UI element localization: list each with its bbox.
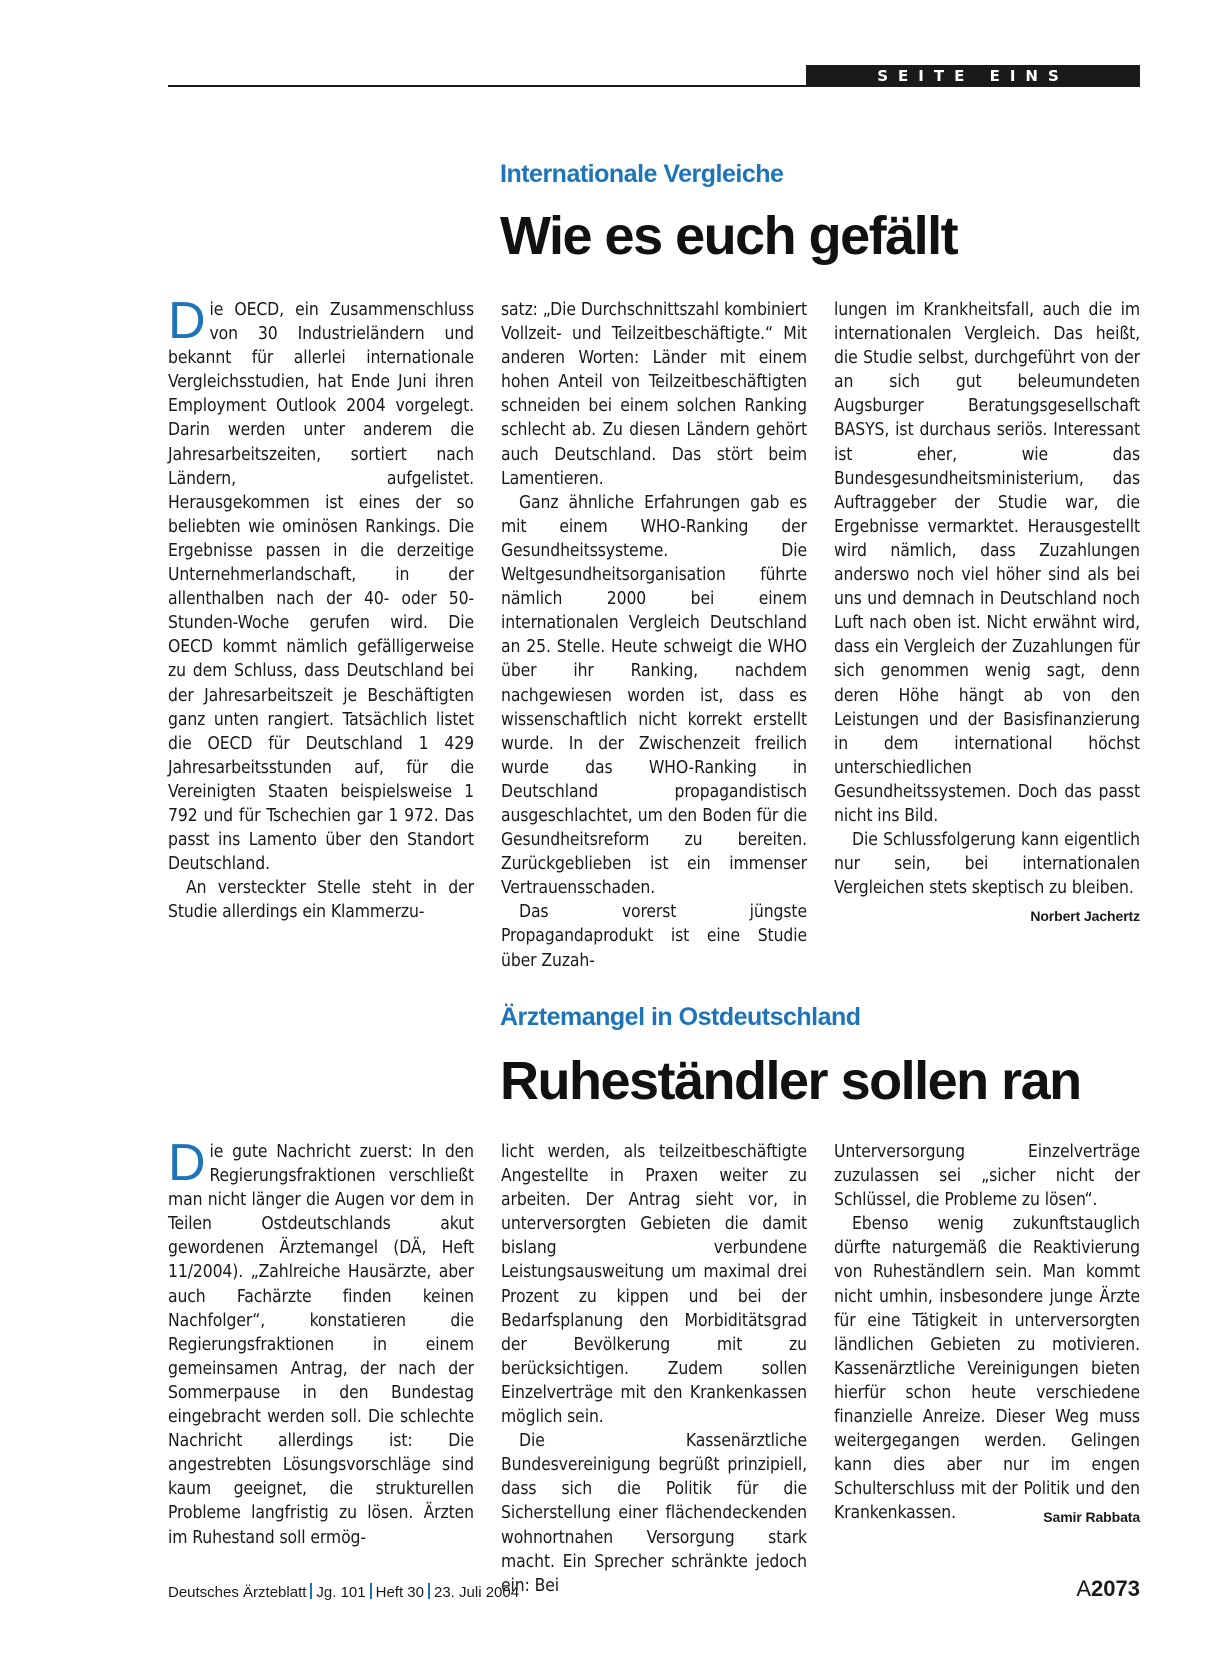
article1-column-2	[501, 298, 807, 973]
page-number	[1076, 1576, 1140, 1602]
volume: Jg. 101	[316, 1584, 366, 1601]
article2-paragraph: Die Kassenärztliche Bundesvereinigung begrüßt prinzipiell, dass sich die Politik für die Sicherstellung einer flächendeckenden wohnortnahen Versorgung stark macht. Ein Sprecher schränkte jedoch ein: Bei	[501, 1431, 807, 1596]
article2-author: Samir Rabbata	[1043, 1509, 1140, 1526]
article2-dropcap: D	[168, 1134, 206, 1192]
page-prefix: A	[1076, 1576, 1092, 1601]
article2-paragraph: Die gute Nachricht zuerst: In den Regierungsfraktionen verschließt man nicht länger die Augen vor dem in Teilen Ostdeutschlands akut gewordenen Ärztemangel (DÄ, Heft 11/2004). „Zahlreiche Hausärzte, aber auch Fachärzte finden keinen Nachfolger“, konstatieren die Regierungsfraktionen in einem gemeinsamen Antrag, der nach der Sommerpause in den Bundestag eingebracht werden soll. Die schlechte Nachricht allerdings ist: Die angestrebten Lösungsvorschläge sind kaum geeignet, die strukturellen Probleme langfristig zu lösen. Ärzten im Ruhestand soll ermög-	[168, 1134, 474, 1548]
footer-citation	[168, 1583, 519, 1601]
article1-title: Wie es euch gefällt	[500, 206, 958, 266]
article1-kicker: Internationale Vergleiche	[500, 160, 784, 188]
section-badge: SEITE EINS	[806, 65, 1140, 87]
article2-title: Ruheständler sollen ran	[500, 1051, 1081, 1111]
article2-column-1	[168, 1134, 474, 1550]
article2-paragraph: Ebenso wenig zukunftstauglich dürfte naturgemäß die Reaktivierung von Ruheständlern sein. Man kommt nicht umhin, insbesondere junge Ärzte für eine Tätigkeit in unterversorgten ländlichen Gebieten zu motivieren. Kassenärztliche Vereinigungen bieten hierfür schon heute verschiedene finanzielle Anreize. Dieser Weg muss weitergegangen werden. Gelingen kann dies aber nur im engen Schulterschluss mit der Politik und den Krankenkassen. Samir Rabbata	[834, 1212, 1140, 1525]
article1-paragraph: Das vorerst jüngste Propagandaprodukt ist eine Studie über Zuzah-	[501, 902, 807, 971]
article1-paragraph: satz: „Die Durchschnittszahl kombiniert Vollzeit- und Teilzeitbeschäftigte.“ Mit anderen Worten: Länder mit einem hohen Anteil von Teilzeitbeschäftigten schneiden bei einem solchen Ranking schlecht ab. Zu diesen Ländern gehört auch Deutschland. Das stört beim Lamentieren.	[501, 300, 807, 489]
page-number-value: 2073	[1091, 1576, 1140, 1601]
article1-paragraph: Die OECD, ein Zusammenschluss von 30 Industrieländern und bekannt für allerlei internationale Vergleichsstudien, hat Ende Juni ihren Employment Outlook 2004 vorgelegt. Darin werden unter anderem die Jahresarbeitszeiten, sortiert nach Ländern, aufgelistet. Herausgekommen ist eines der so beliebten wie ominösen Rankings. Die Ergebnisse passen in die derzeitige Unternehmerlandschaft, in der allenthalben nach der 40- oder 50-Stunden-Woche gerufen wird. Die OECD kommt nämlich gefälligerweise zu dem Schluss, dass Deutschland bei der Jahresarbeitszeit je Beschäftigten ganz unten rangiert. Tatsächlich listet die OECD für Deutschland 1 429 Jahresarbeitsstunden auf, für die Vereinigten Staaten beispielsweise 1 792 und für Tschechien gar 1 972. Das passt ins Lamento über den Standort Deutschland.	[168, 292, 474, 875]
article2-column-2	[501, 1140, 807, 1598]
article1-column-3	[834, 298, 1140, 928]
article2-column-3	[834, 1140, 1140, 1530]
footer-separator	[370, 1583, 372, 1599]
article1-paragraph: Ganz ähnliche Erfahrungen gab es mit einem WHO-Ranking der Gesundheitssysteme. Die Weltgesundheitsorganisation führte nämlich 2000 bei einem internationalen Vergleich Deutschland an 25. Stelle. Heute schweigt die WHO über ihr Ranking, nachdem nachgewiesen worden ist, dass es wissenschaftlich nicht korrekt erstellt wurde. In der Zwischenzeit freilich wurde das WHO-Ranking in Deutschland propagandistisch ausgeschlachtet, um den Boden für die Gesundheitsreform zu bereiten. Zurückgeblieben ist ein immenser Vertrauensschaden.	[501, 492, 807, 899]
journal-name: Deutsches Ärzteblatt	[168, 1584, 307, 1601]
article2-paragraph: Unterversorgung Einzelverträge zuzulassen sei „sicher nicht der Schlüssel, die Probleme zu lösen“.	[834, 1142, 1140, 1211]
article2-paragraph: licht werden, als teilzeitbeschäftigte Angestellte in Praxen weiter zu arbeiten. Der Antrag sieht vor, in unterversorgten Gebieten die damit bislang verbundene Leistungsausweitung um maximal drei Prozent zu kippen und bei der Bedarfsplanung den Morbiditätsgrad der Bevölkerung mit zu berücksichtigen. Zudem sollen Einzelverträge mit den Krankenkassen möglich sein.	[501, 1142, 807, 1428]
article1-dropcap: D	[168, 292, 206, 350]
issue: Heft 30	[375, 1584, 424, 1601]
footer-separator	[310, 1583, 312, 1599]
issue-date: 23. Juli 2004	[434, 1584, 520, 1601]
article1-author: Norbert Jachertz	[1030, 908, 1140, 925]
article1-column-1	[168, 292, 474, 924]
article1-paragraph: Die Schlussfolgerung kann eigentlich nur sein, bei internationalen Vergleichen stets skeptisch zu bleiben. Norbert Jachertz	[834, 828, 1140, 900]
article1-paragraph: An versteckter Stelle steht in der Studie allerdings ein Klammerzu-	[168, 878, 474, 923]
article1-paragraph: lungen im Krankheitsfall, auch die im internationalen Vergleich. Das heißt, die Studie selbst, durchgeführt von der an sich gut beleumundeten Augsburger Beratungsgesellschaft BASYS, ist durchaus seriös. Interessant ist eher, wie das Bundesgesundheitsministerium, das Auftraggeber der Studie war, die Ergebnisse vermarktet. Herausgestellt wird nämlich, dass Zuzahlungen anderswo noch viel höher sind als bei uns und demnach in Deutschland noch Luft nach oben ist. Nicht erwähnt wird, dass ein Vergleich der Zuzahlungen für sich genommen wenig sagt, denn deren Höhe hängt ab von den Leistungen und der Basisfinanzierung in dem international höchst unterschiedlichen Gesundheitssystemen. Doch das passt nicht ins Bild.	[834, 300, 1140, 826]
footer-separator	[428, 1583, 430, 1599]
article2-kicker: Ärztemangel in Ostdeutschland	[500, 1003, 861, 1031]
